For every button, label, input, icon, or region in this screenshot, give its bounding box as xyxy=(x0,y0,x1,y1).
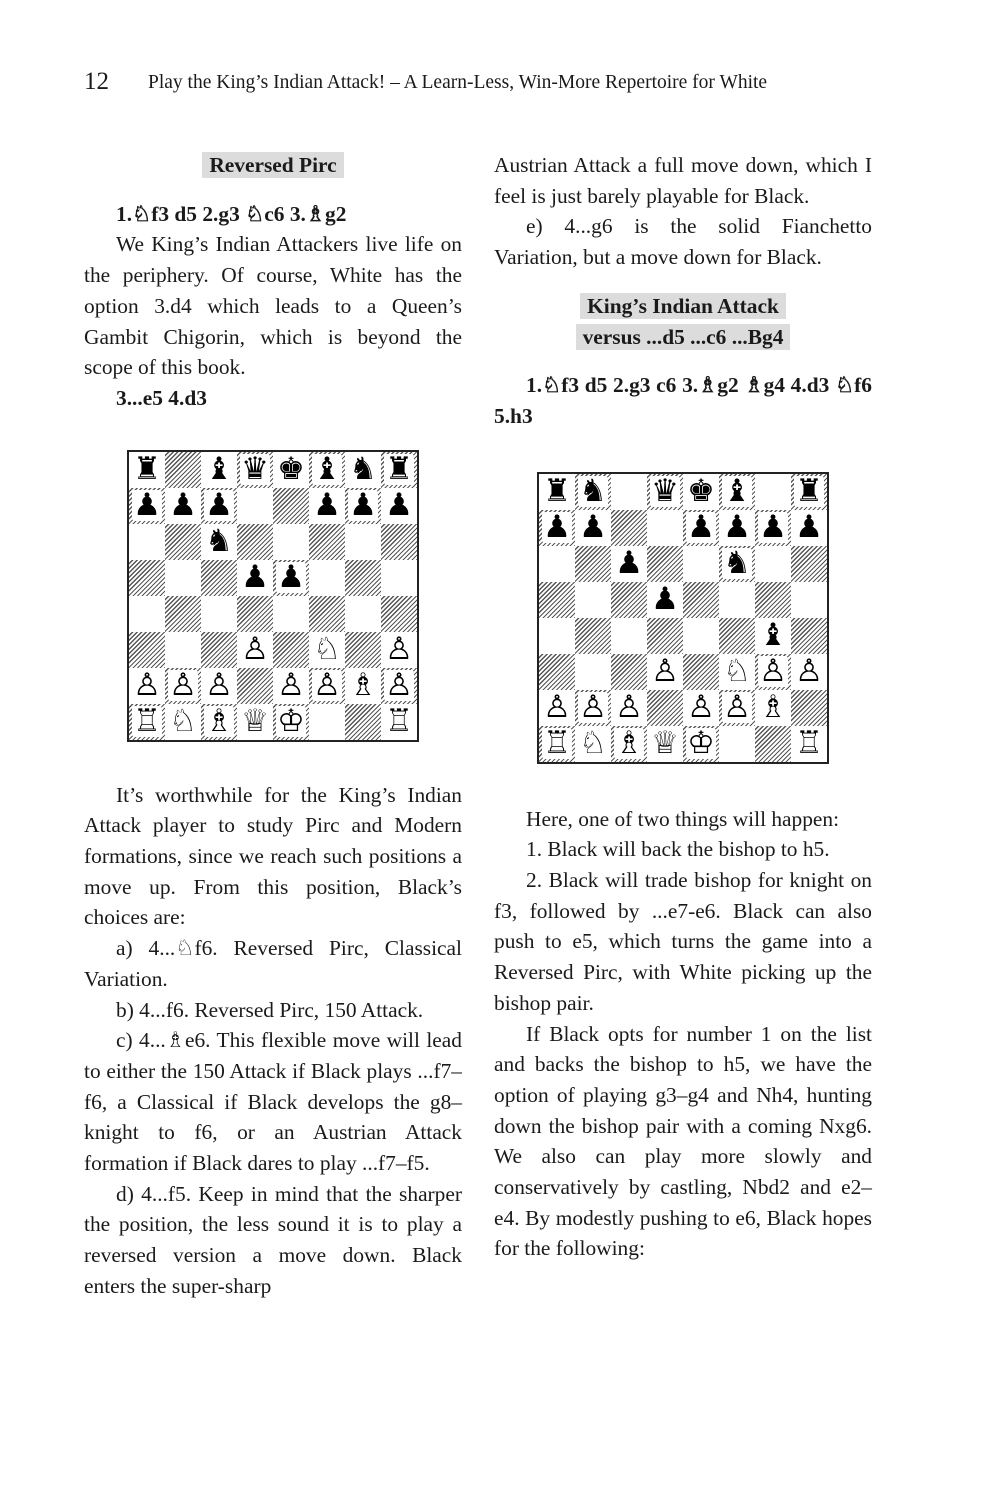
square-c7 xyxy=(201,488,237,524)
square-a3 xyxy=(539,654,575,690)
running-title: Play the King’s Indian Attack! – A Learn-Less, Win-More Repertoire for White xyxy=(148,72,768,93)
paragraph: 1. Black will back the bishop to h5. xyxy=(526,837,830,862)
square-e7 xyxy=(273,488,309,524)
section-heading-kia-versus: King’s Indian Attack versus ...d5 ...c6 ...Bg4 xyxy=(494,291,872,352)
square-e8 xyxy=(273,452,309,488)
black-rook-icon: ♜ xyxy=(385,451,413,488)
square-e2 xyxy=(273,668,309,704)
square-e6 xyxy=(273,524,309,560)
white-knight-icon: ♘ xyxy=(169,703,197,740)
black-pawn-icon: ♟ xyxy=(169,487,197,524)
square-g7 xyxy=(345,488,381,524)
black-pawn-icon: ♟ xyxy=(385,487,413,524)
square-b8 xyxy=(575,474,611,510)
square-c1 xyxy=(201,704,237,740)
square-c8 xyxy=(201,452,237,488)
square-d1 xyxy=(647,726,683,762)
black-king-icon: ♚ xyxy=(277,451,305,488)
square-f7 xyxy=(719,510,755,546)
square-h2 xyxy=(791,690,827,726)
square-d5 xyxy=(237,560,273,596)
white-bishop-icon: ♗ xyxy=(349,667,377,704)
black-pawn-icon: ♟ xyxy=(277,559,305,596)
move-line: 1.♘f3 d5 2.g3 ♘c6 3.♗g2 xyxy=(116,201,347,226)
black-rook-icon: ♜ xyxy=(543,473,571,510)
square-e1 xyxy=(683,726,719,762)
square-f2 xyxy=(719,690,755,726)
square-d8 xyxy=(237,452,273,488)
paragraph: d) 4...f5. Keep in mind that the sharper the position, the less sound it is to play a reversed version a move down. Black enters the super-sharp xyxy=(84,1181,462,1298)
square-b2 xyxy=(575,690,611,726)
black-queen-icon: ♛ xyxy=(241,451,269,488)
square-f5 xyxy=(309,560,345,596)
white-pawn-icon: ♙ xyxy=(313,667,341,704)
square-g6 xyxy=(755,546,791,582)
white-pawn-icon: ♙ xyxy=(651,653,679,690)
square-f6 xyxy=(309,524,345,560)
square-b3 xyxy=(575,654,611,690)
square-a7 xyxy=(539,510,575,546)
square-g1 xyxy=(345,704,381,740)
square-b4 xyxy=(165,596,201,632)
square-b7 xyxy=(165,488,201,524)
white-pawn-icon: ♙ xyxy=(277,667,305,704)
square-f6 xyxy=(719,546,755,582)
black-pawn-icon: ♟ xyxy=(795,509,823,546)
black-pawn-icon: ♟ xyxy=(205,487,233,524)
black-knight-icon: ♞ xyxy=(349,451,377,488)
square-b3 xyxy=(165,632,201,668)
square-c7 xyxy=(611,510,647,546)
square-c5 xyxy=(201,560,237,596)
white-pawn-icon: ♙ xyxy=(579,689,607,726)
white-bishop-icon: ♗ xyxy=(759,689,787,726)
running-head xyxy=(84,68,940,100)
paragraph: e) 4...g6 is the solid Fianchetto Variation, but a move down for Black. xyxy=(494,214,872,270)
square-g5 xyxy=(755,582,791,618)
black-pawn-icon: ♟ xyxy=(349,487,377,524)
black-bishop-icon: ♝ xyxy=(759,617,787,654)
square-b6 xyxy=(575,546,611,582)
chessboard-diagram xyxy=(127,450,419,742)
square-d6 xyxy=(237,524,273,560)
square-h1 xyxy=(791,726,827,762)
square-e4 xyxy=(683,618,719,654)
square-a5 xyxy=(129,560,165,596)
black-rook-icon: ♜ xyxy=(795,473,823,510)
square-a1 xyxy=(539,726,575,762)
black-pawn-icon: ♟ xyxy=(579,509,607,546)
square-a1 xyxy=(129,704,165,740)
page-number: 12 xyxy=(84,68,109,95)
black-bishop-icon: ♝ xyxy=(313,451,341,488)
white-queen-icon: ♕ xyxy=(651,725,679,762)
square-g2 xyxy=(755,690,791,726)
black-pawn-icon: ♟ xyxy=(687,509,715,546)
square-b5 xyxy=(165,560,201,596)
square-c4 xyxy=(201,596,237,632)
square-h5 xyxy=(791,582,827,618)
black-pawn-icon: ♟ xyxy=(759,509,787,546)
square-g3 xyxy=(345,632,381,668)
square-h7 xyxy=(791,510,827,546)
black-pawn-icon: ♟ xyxy=(723,509,751,546)
square-c5 xyxy=(611,582,647,618)
square-b7 xyxy=(575,510,611,546)
square-e5 xyxy=(683,582,719,618)
square-c3 xyxy=(611,654,647,690)
square-h5 xyxy=(381,560,417,596)
square-c3 xyxy=(201,632,237,668)
white-pawn-icon: ♙ xyxy=(133,667,161,704)
black-queen-icon: ♛ xyxy=(651,473,679,510)
square-h3 xyxy=(381,632,417,668)
square-e5 xyxy=(273,560,309,596)
square-d3 xyxy=(237,632,273,668)
square-g3 xyxy=(755,654,791,690)
square-f3 xyxy=(719,654,755,690)
square-a6 xyxy=(129,524,165,560)
white-bishop-icon: ♗ xyxy=(615,725,643,762)
square-d5 xyxy=(647,582,683,618)
white-pawn-icon: ♙ xyxy=(385,667,413,704)
square-g2 xyxy=(345,668,381,704)
square-h1 xyxy=(381,704,417,740)
square-c2 xyxy=(611,690,647,726)
section-heading-reversed-pirc: Reversed Pirc xyxy=(84,150,462,181)
square-a6 xyxy=(539,546,575,582)
square-f5 xyxy=(719,582,755,618)
move-line: 1.♘f3 d5 2.g3 c6 3.♗g2 ♗g4 4.d3 ♘f6 5.h3 xyxy=(494,373,872,428)
square-f3 xyxy=(309,632,345,668)
square-d7 xyxy=(647,510,683,546)
paragraph: c) 4...♗e6. This flexible move will lead to either the 150 Attack if Black plays ...f7–f6, a Classical if Black develops the g8–knight to f6, or an Austrian Attack formation if Black dares to play ...f7–f5. xyxy=(84,1028,462,1176)
white-pawn-icon: ♙ xyxy=(795,653,823,690)
black-pawn-icon: ♟ xyxy=(651,581,679,618)
square-d8 xyxy=(647,474,683,510)
square-a7 xyxy=(129,488,165,524)
square-d1 xyxy=(237,704,273,740)
square-g6 xyxy=(345,524,381,560)
square-c6 xyxy=(201,524,237,560)
square-f2 xyxy=(309,668,345,704)
square-g4 xyxy=(345,596,381,632)
square-e8 xyxy=(683,474,719,510)
square-d4 xyxy=(237,596,273,632)
square-b6 xyxy=(165,524,201,560)
square-f4 xyxy=(309,596,345,632)
white-rook-icon: ♖ xyxy=(795,725,823,762)
paragraph: 2. Black will trade bishop for knight on f3, followed by ...e7-e6. Black can also push to e5, which turns the game into a Reversed Pirc, with White picking up the bishop pair. xyxy=(494,868,872,1015)
left-column xyxy=(84,150,462,1302)
square-b8 xyxy=(165,452,201,488)
white-king-icon: ♔ xyxy=(687,725,715,762)
square-f1 xyxy=(309,704,345,740)
white-pawn-icon: ♙ xyxy=(169,667,197,704)
white-pawn-icon: ♙ xyxy=(723,689,751,726)
square-h6 xyxy=(381,524,417,560)
square-g8 xyxy=(755,474,791,510)
black-pawn-icon: ♟ xyxy=(543,509,571,546)
square-f7 xyxy=(309,488,345,524)
square-a8 xyxy=(129,452,165,488)
square-f8 xyxy=(309,452,345,488)
square-e3 xyxy=(683,654,719,690)
square-h8 xyxy=(791,474,827,510)
paragraph: Austrian Attack a full move down, which I feel is just barely playable for Black. xyxy=(494,153,872,208)
square-h7 xyxy=(381,488,417,524)
white-knight-icon: ♘ xyxy=(579,725,607,762)
square-d6 xyxy=(647,546,683,582)
square-a5 xyxy=(539,582,575,618)
square-a8 xyxy=(539,474,575,510)
white-pawn-icon: ♙ xyxy=(759,653,787,690)
black-pawn-icon: ♟ xyxy=(313,487,341,524)
square-h8 xyxy=(381,452,417,488)
square-h2 xyxy=(381,668,417,704)
paragraph: If Black opts for number 1 on the list and backs the bishop to h5, we have the option of playing g3–g4 and Nh4, hunting down the bishop pair with a coming Nxg6. We also can play more slowly and conservatively by castling, Nbd2 and e2–e4. By modestly pushing to e6, Black hopes for the following: xyxy=(494,1021,872,1261)
square-b5 xyxy=(575,582,611,618)
square-g4 xyxy=(755,618,791,654)
square-d2 xyxy=(237,668,273,704)
black-rook-icon: ♜ xyxy=(133,451,161,488)
square-h6 xyxy=(791,546,827,582)
square-f8 xyxy=(719,474,755,510)
square-a4 xyxy=(129,596,165,632)
square-h4 xyxy=(791,618,827,654)
paragraph: a) 4...♘f6. Reversed Pirc, Classical Variation. xyxy=(84,936,462,991)
square-a2 xyxy=(129,668,165,704)
square-g7 xyxy=(755,510,791,546)
square-e6 xyxy=(683,546,719,582)
square-c6 xyxy=(611,546,647,582)
square-b4 xyxy=(575,618,611,654)
square-e7 xyxy=(683,510,719,546)
right-column xyxy=(494,150,872,1264)
black-king-icon: ♚ xyxy=(687,473,715,510)
move-line: 3...e5 4.d3 xyxy=(116,385,207,410)
white-rook-icon: ♖ xyxy=(385,703,413,740)
white-bishop-icon: ♗ xyxy=(205,703,233,740)
white-rook-icon: ♖ xyxy=(543,725,571,762)
white-rook-icon: ♖ xyxy=(133,703,161,740)
white-pawn-icon: ♙ xyxy=(543,689,571,726)
square-c2 xyxy=(201,668,237,704)
black-bishop-icon: ♝ xyxy=(205,451,233,488)
square-a3 xyxy=(129,632,165,668)
square-e3 xyxy=(273,632,309,668)
square-b2 xyxy=(165,668,201,704)
square-e1 xyxy=(273,704,309,740)
white-pawn-icon: ♙ xyxy=(385,631,413,668)
square-g1 xyxy=(755,726,791,762)
white-queen-icon: ♕ xyxy=(241,703,269,740)
white-pawn-icon: ♙ xyxy=(687,689,715,726)
square-f1 xyxy=(719,726,755,762)
square-h4 xyxy=(381,596,417,632)
black-pawn-icon: ♟ xyxy=(615,545,643,582)
square-g5 xyxy=(345,560,381,596)
square-f4 xyxy=(719,618,755,654)
square-b1 xyxy=(575,726,611,762)
square-g8 xyxy=(345,452,381,488)
square-d7 xyxy=(237,488,273,524)
white-king-icon: ♔ xyxy=(277,703,305,740)
black-knight-icon: ♞ xyxy=(205,523,233,560)
black-pawn-icon: ♟ xyxy=(133,487,161,524)
black-knight-icon: ♞ xyxy=(579,473,607,510)
square-d2 xyxy=(647,690,683,726)
white-knight-icon: ♘ xyxy=(723,653,751,690)
black-pawn-icon: ♟ xyxy=(241,559,269,596)
square-a2 xyxy=(539,690,575,726)
square-e2 xyxy=(683,690,719,726)
paragraph: b) 4...f6. Reversed Pirc, 150 Attack. xyxy=(116,997,424,1022)
square-b1 xyxy=(165,704,201,740)
square-d4 xyxy=(647,618,683,654)
black-knight-icon: ♞ xyxy=(723,545,751,582)
square-h3 xyxy=(791,654,827,690)
white-pawn-icon: ♙ xyxy=(205,667,233,704)
square-c1 xyxy=(611,726,647,762)
paragraph: It’s worthwhile for the King’s Indian Attack player to study Pirc and Modern formations, since we reach such positions a move up. From this position, Black’s choices are: xyxy=(84,782,462,930)
paragraph: Here, one of two things will happen: xyxy=(526,806,840,831)
white-knight-icon: ♘ xyxy=(313,631,341,668)
chessboard-diagram xyxy=(537,472,829,764)
black-bishop-icon: ♝ xyxy=(723,473,751,510)
white-pawn-icon: ♙ xyxy=(241,631,269,668)
square-c8 xyxy=(611,474,647,510)
paragraph: We King’s Indian Attackers live life on the periphery. Of course, White has the option 3.d4 which leads to a Queen’s Gambit Chigorin, which is beyond the scope of this book. xyxy=(84,232,462,380)
square-e4 xyxy=(273,596,309,632)
square-a4 xyxy=(539,618,575,654)
square-d3 xyxy=(647,654,683,690)
white-pawn-icon: ♙ xyxy=(615,689,643,726)
square-c4 xyxy=(611,618,647,654)
